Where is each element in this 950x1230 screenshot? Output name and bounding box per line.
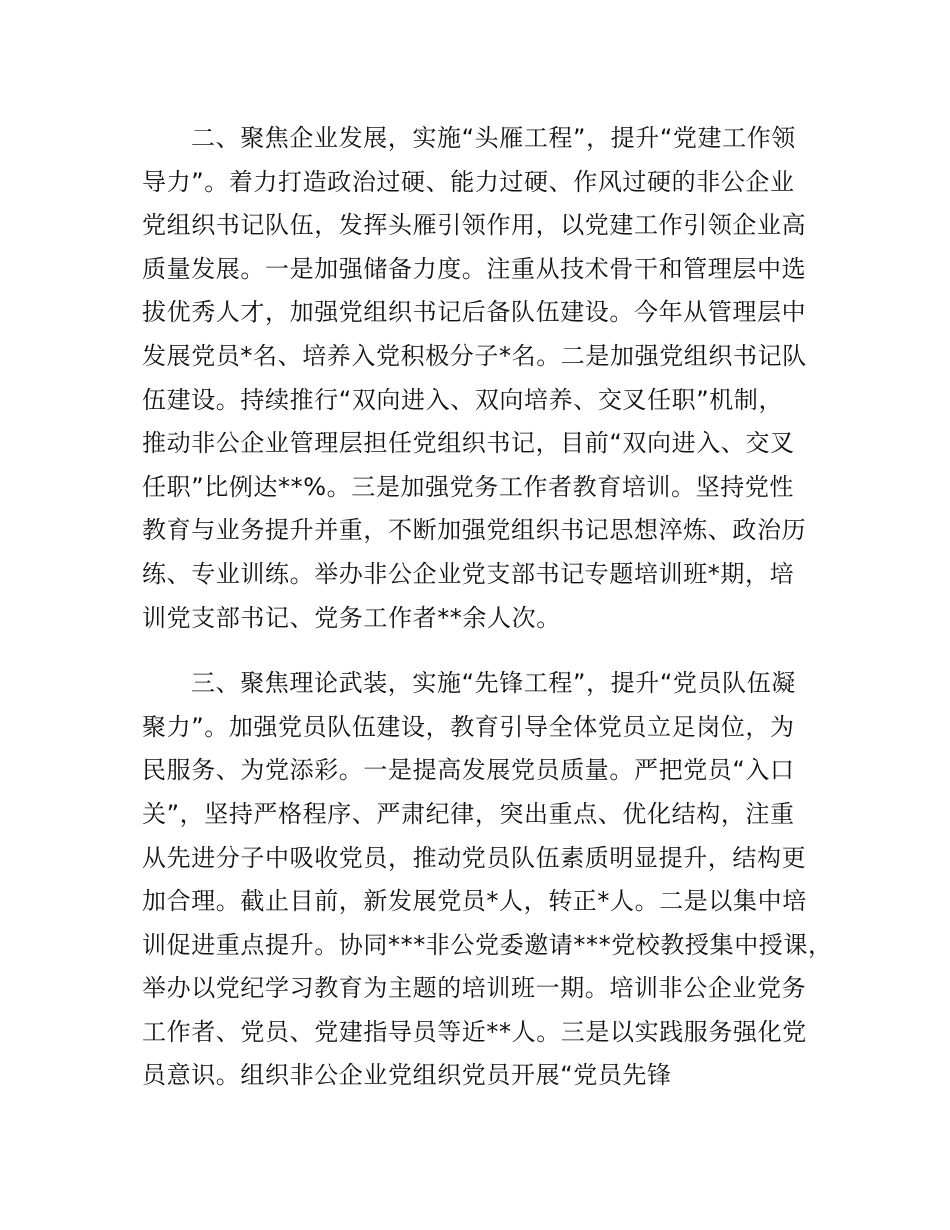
text-line: 二、聚焦企业发展，实施“头雁工程”，提升“党建工作领 [191,124,796,152]
text-line: 质量发展。一是加强储备力度。注重从技术骨干和管理层中选 [142,254,807,283]
text-line: 教育与业务提升并重，不断加强党组织书记思想淬炼、政治历 [142,516,807,545]
text-line: 练、专业训练。举办非公企业党支部书记专题培训班*期，培 [142,559,795,588]
text-line: 导力”。着力打造政治过硬、能力过硬、作风过硬的非公企业 [142,167,795,196]
paragraph-theory-arming [142,662,832,1098]
text-line: 工作者、党员、党建指导员等近**人。三是以实践服务强化党 [142,1017,807,1046]
text-line: 拔优秀人才，加强党组织书记后备队伍建设。今年从管理层中 [142,298,807,327]
text-line: 举办以党纪学习教育为主题的培训班一期。培训非公企业党务 [142,974,807,1003]
paragraph-enterprise-development [142,117,832,640]
text-line: 训党支部书记、党务工作者**余人次。 [142,603,561,632]
text-line: 党组织书记队伍，发挥头雁引领作用，以党建工作引领企业高 [142,211,807,240]
text-line: 民服务、为党添彩。一是提高发展党员质量。严把党员“入口 [142,756,795,785]
text-line: 发展党员*名、培养入党积极分子*名。二是加强党组织书记队 [142,341,807,370]
text-line: 从先进分子中吸收党员，推动党员队伍素质明显提升，结构更 [142,843,807,872]
text-line: 加合理。截止目前，新发展党员*人，转正*人。二是以集中培 [142,887,807,916]
text-line: 员意识。组织非公企业党组织党员开展“党员先锋 [142,1061,672,1090]
text-line: 任职”比例达**%。三是加强党务工作者教育培训。坚持党性 [142,472,795,501]
text-line: 推动非公企业管理层担任党组织书记，目前“双向进入、交叉 [142,429,795,458]
text-line: 伍建设。持续推行“双向进入、双向培养、交叉任职”机制， [142,385,784,414]
text-line: 训促进重点提升。协同***非公党委邀请***党校教授集中授课， [142,930,833,959]
text-line: 聚力”。加强党员队伍建设，教育引导全体党员立足岗位，为 [142,712,795,741]
text-line: 关”，坚持严格程序、严肃纪律，突出重点、优化结构，注重 [142,799,795,828]
document-body [142,117,832,1098]
paragraph-spacer [142,640,832,662]
text-line: 三、聚焦理论武装，实施“先锋工程”，提升“党员队伍凝 [191,669,796,698]
